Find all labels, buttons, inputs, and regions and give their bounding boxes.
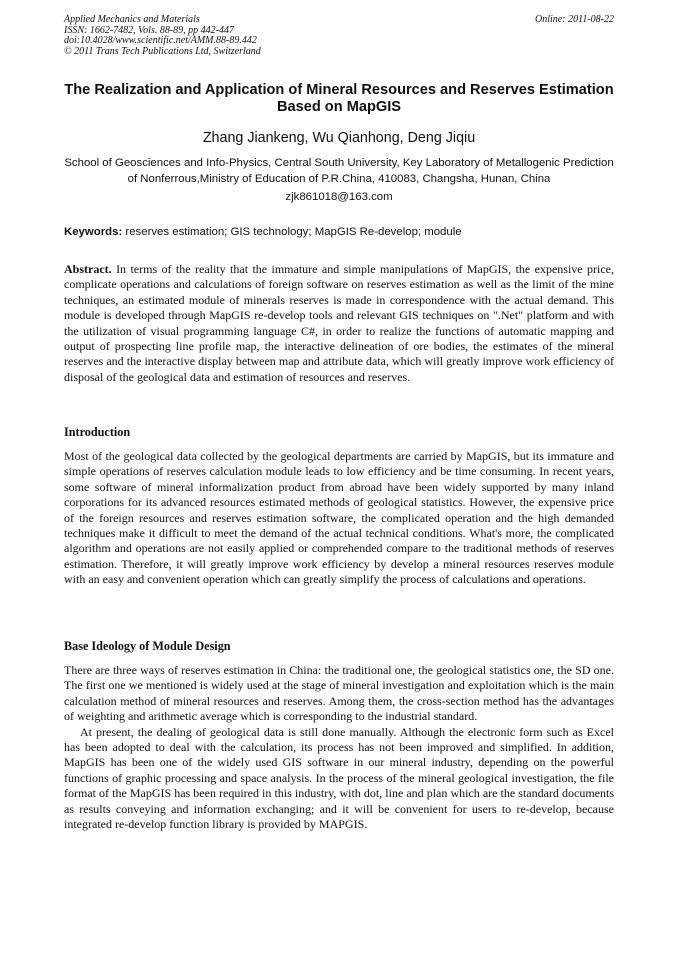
author-email[interactable]: zjk861018@163.com xyxy=(285,191,393,203)
keywords-label: Keywords: xyxy=(64,226,123,238)
keywords xyxy=(64,226,614,238)
online-date: Online: 2011-08-22 xyxy=(535,14,614,25)
journal-name: Applied Mechanics and Materials xyxy=(64,14,200,25)
section-heading-introduction: Introduction xyxy=(64,425,131,439)
section-heading-module-design: Base Ideology of Module Design xyxy=(64,639,231,653)
author-affiliation: School of Geosciences and Info-Physics, Central South University, Key Laboratory of Metallogenic Prediction of Nonferrous,Ministry of Education of P.R.China, 410083, Changsha, Hunan, China xyxy=(64,157,614,185)
design-paragraph-2: At present, the dealing of geological data is still done manually. Although the electronic form such as Excel has been adopted to deal with the calculation, its process has not been improved and simplified. In addition, MapGIS has been one of the widely used GIS software in our mineral industry, depending on the powerful functions of graphic processing and space analysis. In the process of the mineral geological investigation, the file format of the MapGIS has been required in this industry, with dot, line and plan which are the standard documents as results conveying and information exchanging; and it will be convenient for users to re-develop, because integrated re-develop function library is provided by MAPGIS. xyxy=(64,724,614,832)
paper-authors: Zhang Jiankeng, Wu Qianhong, Deng Jiqiu xyxy=(202,130,476,146)
intro-paragraph: Most of the geological data collected by the geological departments are carried by MapGIS, but its immature and simple operations of reserves calculation module leads to low efficiency and be time consuming. In recent years, some software of mineral informalization product from abroad have been widely supported by many inland corporations for its advanced resources estimated methods of geological statistics. However, the expensive price of the foreign resources and reserves estimation software, the complicated operation and the high demanded techniques make it difficult to meet the demand of the actual technical conditions. What's more, the complicated algorithm and operations are not easily applied or comprehended compare to the traditional methods of reserves estimation. Therefore, it will greatly improve work efficiency by develop a mineral resources reserves module with an easy and convenient operation which can greatly simplify the process of calculations and operations. xyxy=(64,449,614,587)
journal-doi: doi:10.4028/www.scientific.net/AMM.88-89.442 xyxy=(64,35,257,46)
journal-copyright: © 2011 Trans Tech Publications Ltd, Switzerland xyxy=(64,45,261,57)
keywords-text: reserves estimation; GIS technology; MapGIS Re-develop; module xyxy=(125,226,462,238)
abstract-label: Abstract. xyxy=(64,262,112,276)
section-introduction xyxy=(64,425,614,588)
journal-issn: ISSN: 1662-7482, Vols. 88-89, pp 442-447 xyxy=(64,24,234,36)
journal-header xyxy=(64,15,614,57)
design-paragraph-1: There are three ways of reserves estimation in China: the traditional one, the geological statistics one, the SD one. The first one we mentioned is widely used at the stage of mineral investigation and exploitation which is the main calculation method of mineral resources and reserves. Among them, the cross-section method has the advantages of weighting and arithmetic average which is corresponding to the industrial standard. xyxy=(64,663,614,724)
abstract-text: In terms of the reality that the immature and simple manipulations of MapGIS, the expensive price, complicate operations and calculations of foreign software on reserves estimation as well as the limit of the mine techniques, an estimated module of minerals reserves is made in correspondence with the actual demand. This module is developed through MapGIS re-develop tools and relevant GIS techniques on ".Net" platform and with the utilization of visual programming language C#, in order to realize the functions of automatic mapping and output of prospecting line profile map, the interactive delineation of ore bodies, the estimates of the mineral reserves and the interactive display between map and attribute data, which will greatly improve work efficiency of disposal of the geological data and estimation of resources and reserves. xyxy=(64,262,614,384)
abstract xyxy=(64,262,614,385)
section-module-design xyxy=(64,639,614,832)
paper-title: The Realization and Application of Mineral Resources and Reserves Estimation Based on MapGIS xyxy=(64,82,614,115)
